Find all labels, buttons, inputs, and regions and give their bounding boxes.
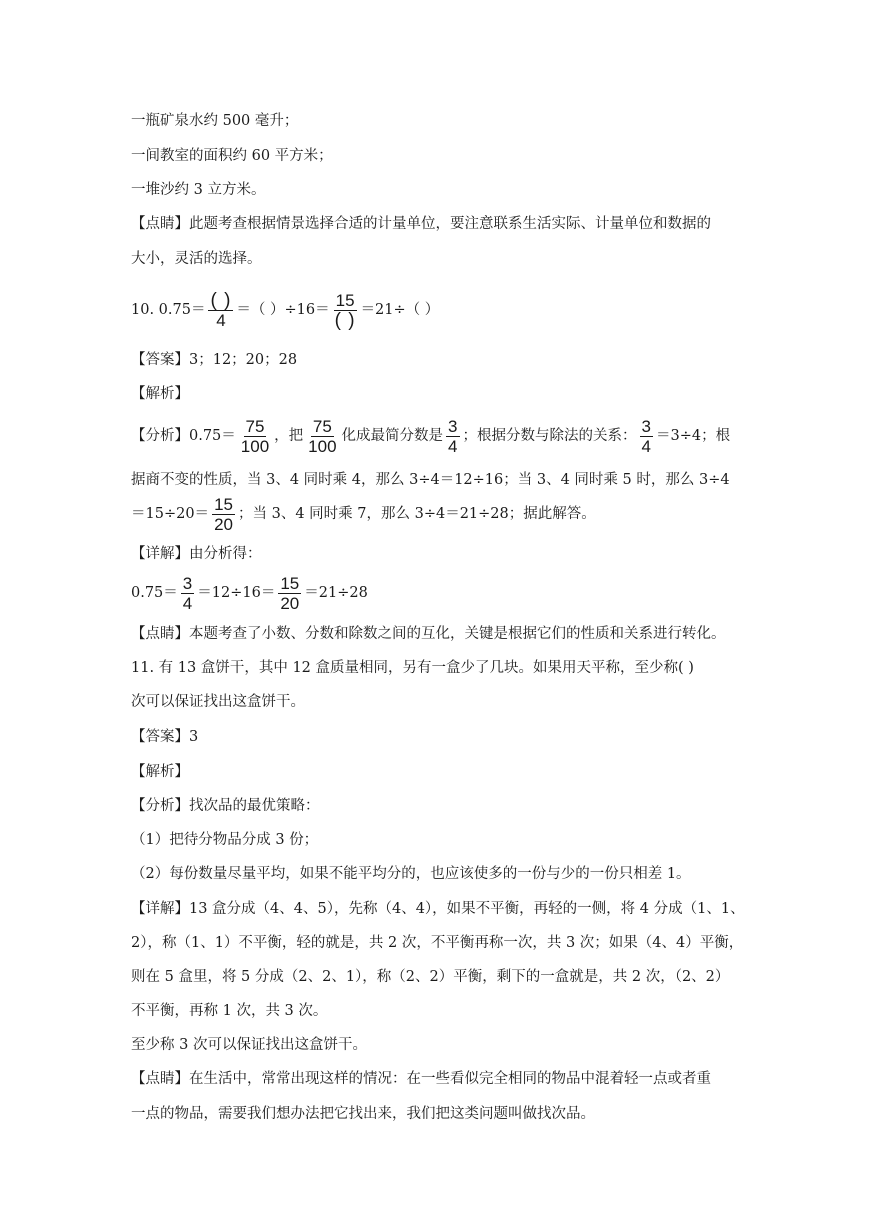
text-line <box>131 1001 327 1021</box>
text: ；根据分数与除法的关系： <box>462 428 637 444</box>
text: ＝21÷28 <box>304 585 368 601</box>
text: 【详解】13 盒分成（4、4、5），先称（4、4），如果不平衡，再轻的一侧，将 4 分成（1、1、 <box>131 901 745 917</box>
text: 【答案】3；12；20；28 <box>131 352 298 368</box>
answer-line <box>131 350 297 370</box>
fraction-numerator: ( ) <box>210 289 232 311</box>
analysis-line <box>131 416 730 456</box>
fraction-denominator: 4 <box>641 436 651 456</box>
detail-equation <box>131 573 368 613</box>
text-line <box>131 967 729 987</box>
fraction-numerator: 3 <box>182 573 193 593</box>
text-line <box>131 111 298 131</box>
analysis-heading <box>131 762 189 782</box>
fraction-numerator: 15 <box>335 290 355 310</box>
detail-line <box>131 899 745 919</box>
fraction <box>239 417 271 456</box>
text: 11. 有 13 盒饼干，其中 12 盒质量相同，另有一盒少了几块。如果用天平称，至少称( ) <box>131 660 694 676</box>
text: ＝15÷20＝ <box>131 506 210 522</box>
detail-heading <box>131 544 262 564</box>
text-line <box>131 1035 367 1055</box>
fraction-denominator: 4 <box>182 593 193 613</box>
fraction <box>640 417 653 456</box>
text: 【点睛】在生活中，常常出现这样的情况：在一些看似完全相同的物品中混着轻一点或者重 <box>131 1071 711 1087</box>
text: ＝21÷（ ） <box>360 302 440 318</box>
fraction-numerator: 75 <box>245 416 265 436</box>
text-line <box>131 1104 595 1124</box>
fraction-denominator: 100 <box>308 436 337 456</box>
text: 至少称 3 次可以保证找出这盒饼干。 <box>131 1037 367 1053</box>
text: 一瓶矿泉水约 500 毫升； <box>131 113 299 129</box>
text: ＝（ ）÷16＝ <box>236 302 330 318</box>
text: ＝12÷16＝ <box>197 585 276 601</box>
fraction <box>306 417 338 456</box>
text: 据商不变的性质，当 3、4 同时乘 4，那么 3÷4＝12÷16；当 3、4 同时乘 5 时，那么 3÷4 <box>131 472 730 488</box>
text-line <box>131 249 262 269</box>
text: 一堆沙约 3 立方米。 <box>131 182 266 198</box>
fraction-denominator: 4 <box>216 310 226 330</box>
answer-line <box>131 727 198 747</box>
text: ，把 <box>274 428 304 444</box>
fraction <box>278 574 301 613</box>
fraction-denominator: ( ) <box>334 309 356 331</box>
text: 【点睛】本题考查了小数、分数和除数之间的互化，关键是根据它们的性质和关系进行转化。 <box>131 626 726 642</box>
text: 次可以保证找出这盒饼干。 <box>131 694 305 710</box>
text: 【点睛】此题考查根据情景选择合适的计量单位，要注意联系生活实际、计量单位和数据的 <box>131 216 711 232</box>
fraction-numerator: 15 <box>280 573 300 593</box>
text: ；当 3、4 同时乘 7，那么 3÷4＝21÷28；据此解答。 <box>237 506 596 522</box>
text: 【分析】0.75＝ <box>131 428 236 444</box>
comment-line <box>131 624 726 644</box>
fraction <box>446 417 459 456</box>
question-11 <box>131 658 694 678</box>
text-line <box>131 692 305 712</box>
fraction <box>208 291 233 330</box>
text: （2）每份数量尽量平均，如果不能平均分的，也应该使多的一份与少的一份只相差 1。 <box>131 866 691 882</box>
text: 化成最简分数是 <box>341 428 444 444</box>
text: 一点的物品，需要我们想办法把它找出来，我们把这类问题叫做找次品。 <box>131 1106 595 1122</box>
text-line <box>131 830 318 850</box>
analysis-line <box>131 494 596 534</box>
fraction <box>212 495 235 534</box>
text: 【解析】 <box>131 764 189 780</box>
text: （1）把待分物品分成 3 份； <box>131 832 319 848</box>
fraction-denominator: 20 <box>214 514 233 534</box>
question-10 <box>131 290 439 330</box>
fraction-numerator: 3 <box>448 416 458 436</box>
fraction-numerator: 75 <box>312 416 332 436</box>
fraction <box>333 291 358 330</box>
text: 不平衡，再称 1 次，共 3 次。 <box>131 1003 328 1019</box>
text: 10. 0.75＝ <box>131 302 206 318</box>
fraction-denominator: 4 <box>448 436 458 456</box>
text: 【详解】由分析得： <box>131 546 262 562</box>
text: 【答案】3 <box>131 729 199 745</box>
analysis-heading <box>131 384 189 404</box>
fraction-numerator: 3 <box>641 416 651 436</box>
fraction-denominator: 20 <box>280 593 300 613</box>
comment-paragraph-line <box>131 214 711 234</box>
text: 则在 5 盒里，将 5 分成（2、2、1），称（2、2）平衡，剩下的一盒就是，共 2 次，（2、2） <box>131 969 730 985</box>
fraction <box>181 574 194 613</box>
text-line <box>131 864 691 884</box>
text: 【分析】找次品的最优策略： <box>131 798 320 814</box>
text: 大小，灵活的选择。 <box>131 251 262 267</box>
text: 0.75＝ <box>131 585 178 601</box>
text: 一间教室的面积约 60 平方米； <box>131 148 333 164</box>
fraction-denominator: 100 <box>240 436 270 456</box>
text: 2），称（1、1）不平衡，轻的就是，共 2 次，不平衡再称一次，共 3 次；如果（4、4）平衡， <box>131 935 744 951</box>
text-line <box>131 180 265 200</box>
text-line <box>131 146 333 166</box>
text: 【解析】 <box>131 386 189 402</box>
text: ＝3÷4；根 <box>655 428 731 444</box>
text-line <box>131 933 743 953</box>
analysis-line <box>131 796 320 816</box>
analysis-line <box>131 470 730 490</box>
fraction-numerator: 15 <box>214 494 233 514</box>
comment-line <box>131 1069 711 1089</box>
